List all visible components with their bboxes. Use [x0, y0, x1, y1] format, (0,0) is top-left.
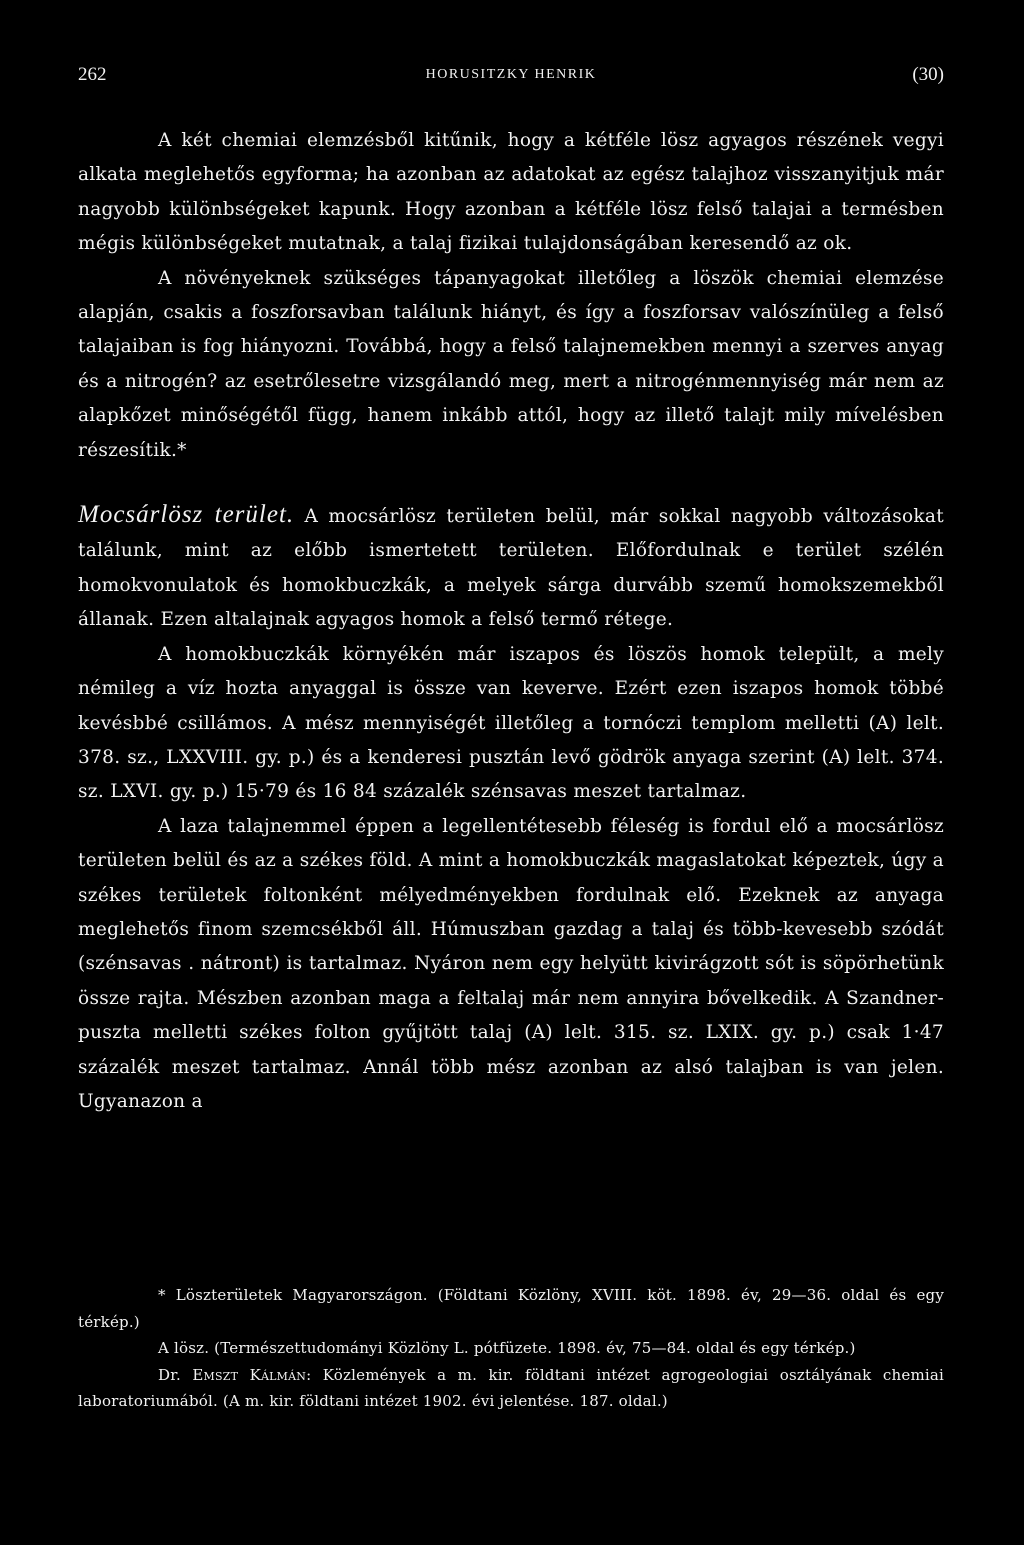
section-number: (30) [912, 64, 944, 85]
page-header [78, 64, 944, 92]
paragraph-2: A növényeknek szükséges tápanyagokat illetőleg a löszök chemiai elemzése alapján, csakis a foszforsavban találunk hiányt, és így a foszforsav valószínüleg a felső talajaiban is fog hiányozni. Továbbá, hogy a felső talajnemekben mennyi a szerves anyag és a nitrogén? az esetrőlesetre vizsgálandó meg, mert a nitrogénmennyiség már nem az alapkőzet minőségétől függ, hanem inkább attól, hogy az illető talajt mily mívelésben részesítik.* [78, 267, 944, 461]
footnote-1: * Löszterületek Magyarországon. (Földtani Közlöny, XVIII. köt. 1898. év, 29—36. oldal és egy térkép.) [78, 1286, 944, 1331]
paragraph-4: A laza talajnemmel éppen a legellentétesebb féleség is fordul elő a mocsárlösz területen belül és az a székes föld. A mint a homokbuczkák magaslatokat képeztek, úgy a székes területek foltonként mélyedményekben fordulnak elő. Ezeknek az anyaga meglehetős finom szemcsékből áll. Húmuszban gazdag a talaj és több-kevesebb szódát (szénsavas . nátront) is tartalmaz. Nyáron nem egy helyütt kivirágzott sót is söpörhetünk össze rajta. Mészben azonban maga a feltalaj már nem annyira bővelkedik. A Szandner-puszta melletti székes folton gyűjtött talaj (A) lelt. 315. sz. LXIX. gy. p.) csak 1·47 százalék meszet tartalmaz. Annál több mész azonban az alsó talajban is van jelen. Ugyanazon a [78, 815, 944, 1112]
footnotes [78, 1282, 944, 1415]
footnote-3 [78, 1362, 944, 1415]
section-intro-paragraph [78, 498, 944, 638]
paragraph-3: A homokbuczkák környékén már iszapos és löszös homok települt, a mely némileg a víz hozta anyaggal is össze van keverve. Ezért ezen iszapos homok többé kevésbbé csillámos. A mész mennyiségét illetőleg a tornóczi templom melletti (A) lelt. 378. sz., LXXVIII. gy. p.) és a kenderesi pusztán levő gödrök anyaga szerint (A) lelt. 374. sz. LXVI. gy. p.) 15·79 és 16 84 százalék szénsavas meszet tartalmaz. [78, 643, 944, 803]
page-number: 262 [78, 64, 107, 85]
paragraph-1: A két chemiai elemzésből kitűnik, hogy a kétféle lösz agyagos részének vegyi alkata meglehetős egyforma; ha azonban az adatokat az egész talajhoz visszanyitjuk már nagyobb különbségeket kapunk. Hogy azonban a kétféle lösz felső talajai a termésben mégis különbségeket mutatnak, a talaj fizikai tulajdonságában keresendő az ok. [78, 130, 944, 255]
section-intro-text: A mocsárlösz területen belül, már sokkal nagyobb változásokat találunk, mint az előbb ismertetett területen. Előfordulnak e terület szélén homokvonulatok és homokbuczkák, a melyek sárga durvább szemű homokszemekből állanak. Ezen altalajnak agyagos homok a felső termő rétege. [78, 506, 944, 631]
footnote-3-author: Emszt Kálmán [192, 1365, 307, 1384]
footnote-3-text: : Közlemények a m. kir. földtani intézet agrogeologiai osztályának chemiai laboratoriumából. (A m. kir. földtani intézet 1902. évi jelentése. 187. oldal.) [78, 1365, 945, 1410]
footnote-3-prefix: Dr. [158, 1365, 181, 1384]
footnote-2: A lösz. (Természettudományi Közlöny L. pótfüzete. 1898. év, 75—84. oldal és egy térkép.) [158, 1339, 856, 1357]
main-text [78, 124, 944, 1119]
running-head: HORUSITZKY HENRIK [425, 67, 597, 82]
section-heading: Mocsárlösz terület. [78, 501, 295, 529]
